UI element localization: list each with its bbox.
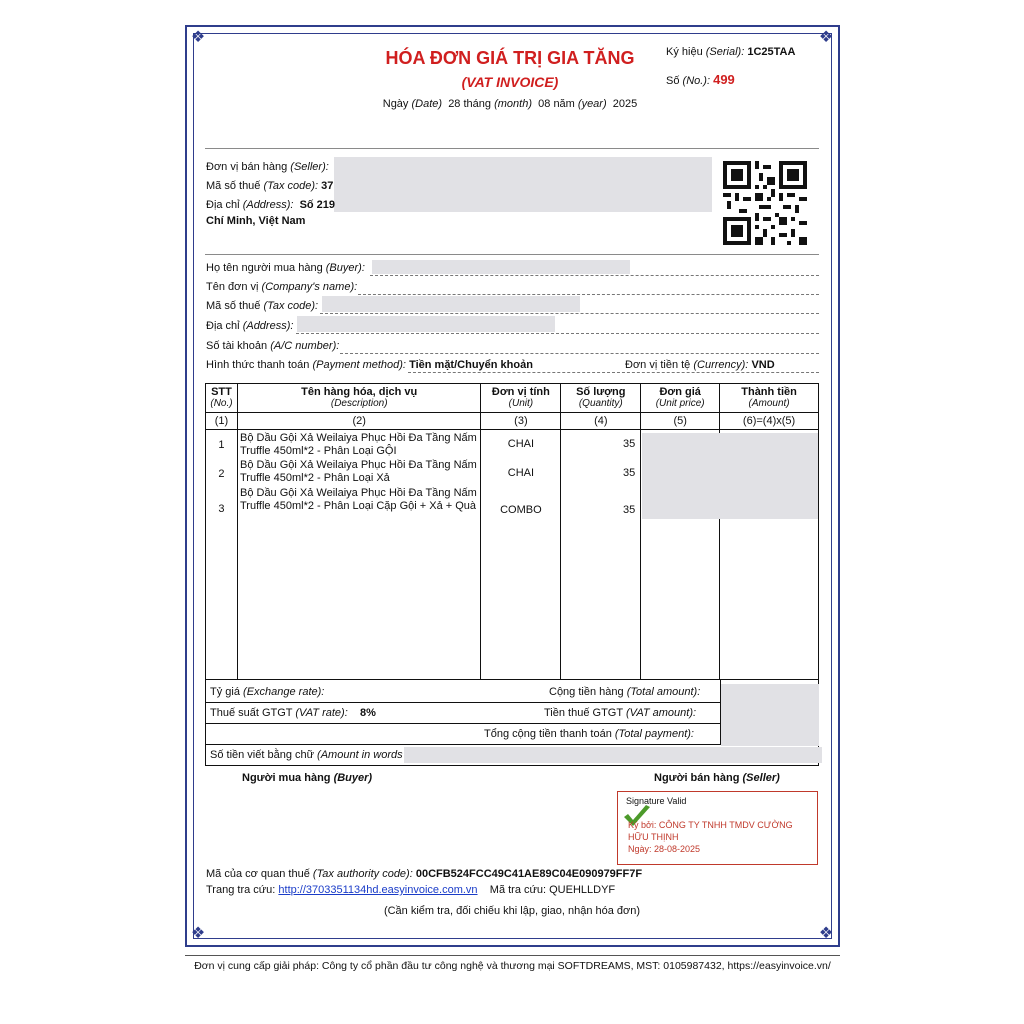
divider: [205, 254, 819, 255]
buyer-address-redaction: [297, 316, 555, 332]
buyer-signature-label: Người mua hàng (Buyer): [242, 772, 373, 784]
buyer-name-redaction: [372, 260, 630, 274]
buyer-name-label: Họ tên người mua hàng (Buyer):: [206, 262, 365, 274]
table-row: 3: [218, 503, 225, 515]
currency: Đơn vị tiền tệ (Currency): VND: [625, 359, 775, 371]
corner-ornament-icon: ❖: [190, 29, 206, 46]
index-cell: (2): [237, 413, 480, 430]
corner-ornament-icon: ❖: [818, 925, 834, 942]
verification-note: (Cần kiểm tra, đối chiếu khi lập, giao, nhận hóa đơn): [383, 905, 641, 917]
table-row: COMBO: [500, 504, 542, 516]
provider-footer: Đơn vị cung cấp giải pháp: Công ty cổ phần đầu tư công nghệ và thương mại SOFTDREAMS, MST: 0105987432, https://easyinvoice.vn/: [194, 960, 831, 972]
exchange-rate: Tỷ giá (Exchange rate):: [210, 686, 325, 698]
table-row: Bộ Dầu Gội Xả Weilaiya Phục Hồi Đa Tầng Nấm Truffle 450ml*2 - Phân Loại Cặp Gội + Xả + Quà: [239, 487, 477, 512]
table-row: 2: [218, 468, 225, 480]
seller-tax-code: Mã số thuế (Tax code): 37: [206, 180, 334, 192]
divider: [185, 955, 840, 956]
corner-ornament-icon: ❖: [190, 925, 206, 942]
invoice-title: HÓA ĐƠN GIÁ TRỊ GIA TĂNG: [385, 48, 635, 68]
dotted-line: [408, 372, 819, 373]
column-header: Tên hàng hóa, dịch vụ (Description): [237, 384, 480, 413]
index-cell: (5): [641, 413, 720, 430]
divider: [205, 148, 819, 149]
dotted-line: [340, 353, 819, 354]
signed-date-text: Ngày: 28-08-2025: [628, 844, 701, 854]
buyer-company-label: Tên đơn vị (Company's name):: [206, 281, 358, 293]
buyer-address-label: Địa chỉ (Address):: [206, 320, 294, 332]
payment-method: Hình thức thanh toán (Payment method): Tiền mặt/Chuyển khoản: [206, 359, 533, 371]
table-index-row: [206, 413, 819, 430]
table-row: 35: [623, 438, 636, 450]
seller-redaction: [334, 157, 712, 212]
index-cell: (4): [561, 413, 641, 430]
vat-rate: Thuế suất GTGT (VAT rate): 8%: [210, 707, 376, 719]
table-header-row: [206, 384, 819, 413]
vat-amount-label: Tiền thuế GTGT (VAT amount):: [544, 707, 697, 719]
index-cell: (3): [481, 413, 561, 430]
digital-signature-box[interactable]: [617, 791, 818, 865]
dotted-line: [370, 275, 819, 276]
column-header: Thành tiền (Amount): [720, 384, 819, 413]
seller-address: Địa chỉ (Address): Số 219: [206, 199, 336, 211]
table-row: 1: [218, 439, 225, 451]
table-row: CHAI: [507, 467, 535, 479]
amount-in-words-label: Số tiền viết bằng chữ (Amount in words: [210, 749, 403, 761]
total-amount-label: Cộng tiền hàng (Total amount):: [549, 686, 701, 698]
signed-by-text: Ký bởi: CÔNG TY TNHH TMDV CƯỜNG HỮU THỊNH: [628, 820, 793, 842]
buyer-account-label: Số tài khoản (A/C number):: [206, 340, 340, 352]
quantity-column: [561, 430, 641, 680]
index-cell: (1): [206, 413, 238, 430]
seller-signature-label: Người bán hàng (Seller): [654, 772, 780, 784]
column-header: Đơn vị tính (Unit): [481, 384, 561, 413]
items-table: [205, 383, 819, 680]
dotted-line: [320, 313, 819, 314]
signature-valid-text: Signature Valid: [626, 796, 687, 806]
qr-code-icon: [723, 161, 807, 245]
seller-address-line2: Chí Minh, Việt Nam: [206, 215, 306, 227]
description-column: [237, 430, 480, 680]
tax-authority-code: Mã của cơ quan thuế (Tax authority code): 00CFB524FCC49C41AE89C04E090979FF7F: [206, 868, 643, 880]
amount-words-redaction: [404, 747, 822, 763]
table-row: Bộ Dầu Gội Xả Weilaiya Phục Hồi Đa Tầng Nấm Truffle 450ml*2 - Phân Loại GỘI: [239, 432, 477, 457]
dotted-line: [296, 333, 819, 334]
column-header: Đơn giá (Unit price): [641, 384, 720, 413]
column-header: STT (No.): [206, 384, 238, 413]
seller-name-label: Đơn vị bán hàng (Seller):: [206, 161, 329, 173]
totals-redaction: [721, 684, 819, 746]
price-redaction: [642, 433, 818, 519]
column-header: Số lượng (Quantity): [561, 384, 641, 413]
buyer-tax-code-label: Mã số thuế (Tax code):: [206, 300, 319, 312]
table-row: Bộ Dầu Gội Xả Weilaiya Phục Hồi Đa Tầng Nấm Truffle 450ml*2 - Phân Loại Xả: [239, 459, 477, 484]
invoice-serial: Ký hiệu (Serial): 1C25TAA: [666, 46, 796, 58]
index-cell: (6)=(4)x(5): [720, 413, 819, 430]
total-payment-label: Tổng cộng tiền thanh toán (Total payment):: [484, 728, 694, 740]
lookup-line: Trang tra cứu: http://3703351134hd.easyinvoice.com.vn Mã tra cứu: QUEHLLDYF: [206, 884, 616, 896]
invoice-number: Số (No.): 499: [666, 72, 735, 87]
invoice-date: Ngày (Date) 28 tháng (month) 08 năm (year) 2025: [382, 98, 638, 110]
invoice-subtitle: (VAT INVOICE): [461, 74, 559, 90]
no-column: [206, 430, 238, 680]
table-row: CHAI: [507, 438, 535, 450]
table-row: 35: [623, 504, 636, 516]
lookup-link[interactable]: http://3703351134hd.easyinvoice.com.vn: [278, 884, 478, 896]
dotted-line: [358, 294, 819, 295]
table-row: 35: [623, 467, 636, 479]
buyer-tax-redaction: [322, 296, 580, 312]
unit-column: [481, 430, 561, 680]
corner-ornament-icon: ❖: [818, 29, 834, 46]
